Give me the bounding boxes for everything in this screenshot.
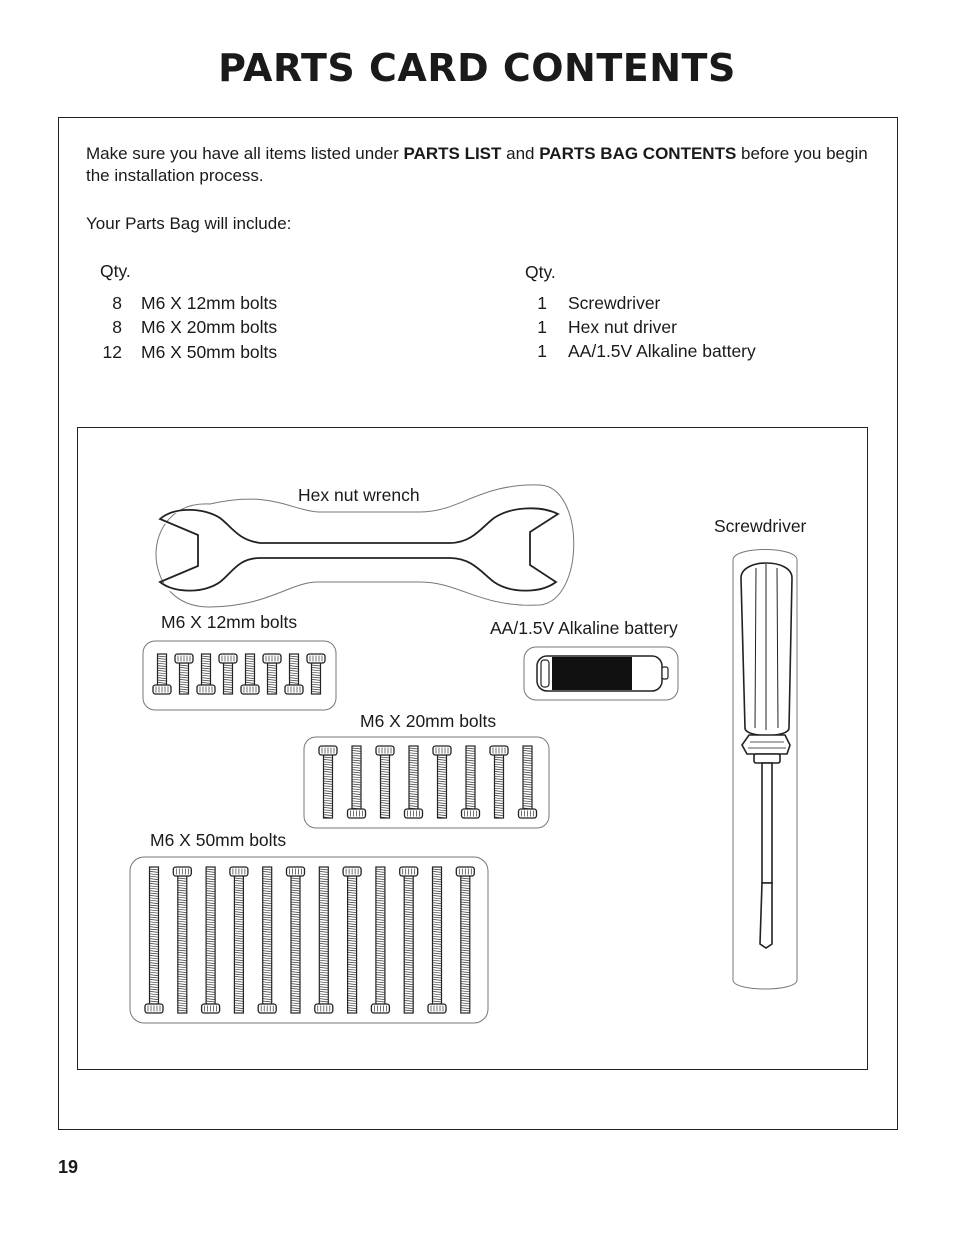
bolts-12mm-group: [143, 641, 336, 710]
item-qty: 8: [112, 293, 122, 313]
bolt-icon: [258, 867, 276, 1013]
item-qty: 8: [112, 317, 122, 337]
bolts-12mm-label: M6 X 12mm bolts: [161, 612, 298, 632]
bolt-icon: [400, 867, 418, 1013]
item-desc: Screwdriver: [568, 293, 661, 313]
item-qty: 1: [537, 317, 547, 337]
bolt-icon: [456, 867, 474, 1013]
bolts-20mm-label: M6 X 20mm bolts: [360, 711, 497, 731]
right-qty-header: Qty.: [525, 262, 556, 282]
page-number: 19: [58, 1157, 79, 1177]
bolt-icon: [519, 746, 537, 818]
item-qty: 1: [537, 341, 547, 361]
page-title: PARTS CARD CONTENTS: [218, 46, 736, 90]
item-desc: Hex nut driver: [568, 317, 677, 337]
intro-text-2: and: [501, 144, 540, 163]
bolt-icon: [307, 654, 325, 694]
battery-icon: [524, 647, 678, 700]
bolt-icon: [145, 867, 163, 1013]
bolts-50mm-label: M6 X 50mm bolts: [150, 830, 287, 850]
bolts-50mm-group: [130, 857, 488, 1023]
parts-bag-label: Your Parts Bag will include:: [86, 214, 292, 233]
bolt-icon: [376, 746, 394, 818]
bolt-icon: [315, 867, 333, 1013]
bolt-icon: [202, 867, 220, 1013]
bolt-icon: [287, 867, 305, 1013]
item-qty: 1: [537, 293, 547, 313]
item-desc: M6 X 20mm bolts: [141, 317, 278, 337]
bolt-icon: [433, 746, 451, 818]
bolt-icon: [348, 746, 366, 818]
intro-bold-parts-bag: PARTS BAG CONTENTS: [539, 144, 737, 163]
bolt-icon: [219, 654, 237, 694]
bolt-icon: [285, 654, 303, 694]
bolt-icon: [153, 654, 171, 694]
screwdriver-icon: [733, 550, 797, 990]
bolt-icon: [197, 654, 215, 694]
item-desc: AA/1.5V Alkaline battery: [568, 341, 756, 361]
item-desc: M6 X 50mm bolts: [141, 342, 278, 362]
bolt-icon: [428, 867, 446, 1013]
bolt-icon: [241, 654, 259, 694]
hex-nut-wrench-label: Hex nut wrench: [298, 485, 420, 505]
bolt-icon: [371, 867, 389, 1013]
left-qty-header: Qty.: [100, 261, 131, 281]
bolt-icon: [405, 746, 423, 818]
item-desc: M6 X 12mm bolts: [141, 293, 278, 313]
screwdriver-label: Screwdriver: [714, 516, 807, 536]
intro-text-1: Make sure you have all items listed under: [86, 144, 404, 163]
battery-label: AA/1.5V Alkaline battery: [490, 618, 678, 638]
intro-bold-parts-list: PARTS LIST: [403, 144, 502, 163]
bolt-icon: [175, 654, 193, 694]
intro-text-3: before you begin the installation process.: [86, 144, 868, 185]
bolt-icon: [263, 654, 281, 694]
bolt-icon: [319, 746, 337, 818]
bolts-20mm-group: [304, 737, 549, 828]
bolt-icon: [462, 746, 480, 818]
bolt-icon: [490, 746, 508, 818]
bolt-icon: [343, 867, 361, 1013]
bolt-icon: [173, 867, 191, 1013]
bolt-icon: [230, 867, 248, 1013]
item-qty: 12: [102, 342, 122, 362]
